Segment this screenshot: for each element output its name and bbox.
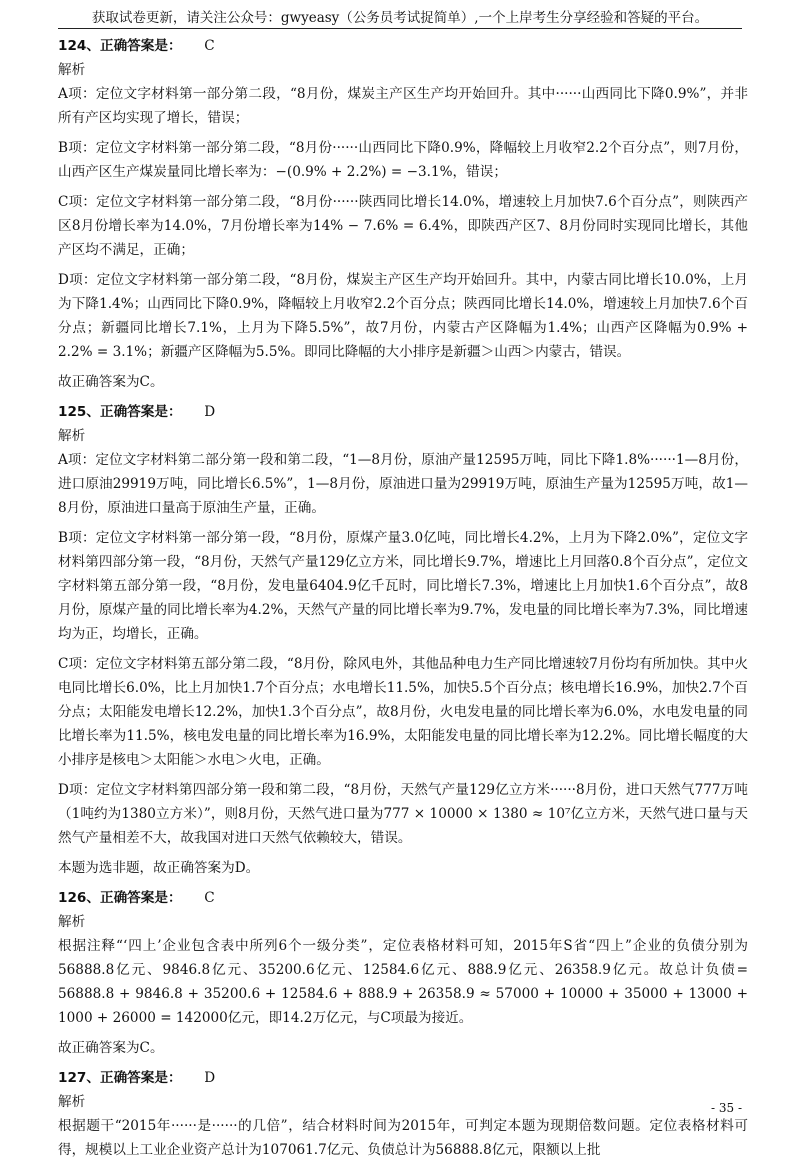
correct-answer: D [204,1070,216,1086]
question-number-label: 126、正确答案是： [58,890,182,906]
analysis-conclusion: 故正确答案为C。 [58,374,164,390]
analysis-paragraph: C项：定位文字材料第一部分第二段，“8月份······陕西同比增长14.0%，增速较上月加快7.6个百分点”，则陕西产区8月份增长率为14.0%，7月份增长率为14% − 7.6% = 6.4%，即陕西产区7、8月份同时实现同比增长，其他产区均不满足，正确； [58,194,748,258]
question-title [58,400,748,424]
header-notice: 获取试卷更新，请关注公众号：gwyeasy（公务员考试捉简单）,一个上岸考生分享经验和答疑的平台。 [91,10,709,26]
question-number-label: 124、正确答案是： [58,38,182,54]
analysis-paragraph: A项：定位文字材料第一部分第二段，“8月份，煤炭主产区生产均开始回升。其中······山西同比下降0.9%”，并非所有产区均实现了增长，错误； [58,86,748,126]
question-block [58,34,748,394]
question-title [58,34,748,58]
question-title [58,886,748,910]
question-number-label: 125、正确答案是： [58,404,182,420]
page-content [58,34,748,1168]
analysis-conclusion: 本题为选非题，故正确答案为D。 [58,860,260,876]
page-number: - 35 - [710,1101,742,1115]
analysis-label: 解析 [58,1094,86,1110]
analysis-label: 解析 [58,914,86,930]
analysis-paragraph: 根据题干“2015年······是······的几倍”，结合材料时间为2015年，可判定本题为现期倍数问题。定位表格材料可得，规模以上工业企业资产总计为107061.7亿元、负债总计为56888.8亿元，限额以上批 [58,1118,748,1158]
question-title [58,1066,748,1090]
analysis-conclusion: 故正确答案为C。 [58,1040,164,1056]
correct-answer: C [204,890,215,906]
question-block [58,400,748,880]
question-block [58,886,748,1060]
header-divider [58,28,742,29]
analysis-paragraph: B项：定位文字材料第一部分第一段，“8月份，原煤产量3.0亿吨，同比增长4.2%，上月为下降2.0%”，定位文字材料第四部分第一段，“8月份，天然气产量129亿立方米，同比增长9.7%，增速比上月回落0.8个百分点”，定位文字材料第五部分第一段，“8月份，发电量6404.9亿千瓦时，同比增长7.3%，增速比上月加快1.6个百分点”，故8月份，原煤产量的同比增长率为4.2%，天然气产量的同比增长率为9.7%，发电量的同比增长率为7.3%，同比增速均为正，均增长，正确。 [58,530,748,642]
analysis-label: 解析 [58,62,86,78]
correct-answer: C [204,38,215,54]
analysis-label: 解析 [58,428,86,444]
analysis-paragraph: 根据注释“‘四上’企业包含表中所列6个一级分类”，定位表格材料可知，2015年S省“四上”企业的负债分别为56888.8亿元、9846.8亿元、35200.6亿元、12584.6亿元、888.9亿元、26358.9亿元。故总计负债= 56888.8 + 9846.8 + 35200.6 + 12584.6 + 888.9 + 26358.9 ≈ 57000 + 10000 + 35000 + 13000 + 1000 + 26000 = 142000亿元，即14.2万亿元，与C项最为接近。 [58,938,748,1026]
analysis-paragraph: D项：定位文字材料第一部分第二段，“8月份，煤炭主产区生产均开始回升。其中，内蒙古同比增长10.0%，上月为下降1.4%；山西同比下降0.9%，降幅较上月收窄2.2个百分点；陕西同比增长14.0%，增速较上月加快7.6个百分点；新疆同比增长7.1%，上月为下降5.5%”，故7月份，内蒙古产区降幅为1.4%；山西产区降幅为0.9% + 2.2% = 3.1%；新疆产区降幅为5.5%。即同比降幅的大小排序是新疆＞山西＞内蒙古，错误。 [58,272,748,360]
analysis-paragraph: A项：定位文字材料第二部分第一段和第二段，“1—8月份，原油产量12595万吨，同比下降1.8%······1—8月份，进口原油29919万吨，同比增长6.5%”，1—8月份，原油进口量为29919万吨，原油生产量为12595万吨，故1—8月份，原油进口量高于原油生产量，正确。 [58,452,748,516]
question-block [58,1066,748,1162]
analysis-paragraph: C项：定位文字材料第五部分第二段，“8月份，除风电外，其他品种电力生产同比增速较7月份均有所加快。其中火电同比增长6.0%，比上月加快1.7个百分点；水电增长11.5%，加快5.5个百分点；核电增长16.9%，加快2.7个百分点；太阳能发电增长12.2%，加快1.3个百分点”，故8月份，火电发电量的同比增长率为6.0%，水电发电量的同比增长率为11.5%，核电发电量的同比增长率为16.9%，太阳能发电量的同比增长率为12.2%。同比增长幅度的大小排序是核电＞太阳能＞水电＞火电，正确。 [58,656,748,768]
question-number-label: 127、正确答案是： [58,1070,182,1086]
analysis-paragraph: B项：定位文字材料第一部分第二段，“8月份······山西同比下降0.9%，降幅较上月收窄2.2个百分点”，则7月份，山西产区生产煤炭量同比增长率为：−(0.9% + 2.2%) = −3.1%，错误； [58,140,748,180]
correct-answer: D [204,404,216,420]
analysis-paragraph: D项：定位文字材料第四部分第一段和第二段，“8月份，天然气产量129亿立方米······8月份，进口天然气777万吨（1吨约为1380立方米）”，则8月份，天然气进口量为777 × 10000 × 1380 ≈ 10⁷亿立方米，天然气进口量与天然气产量相差不大，故我国对进口天然气依赖较大，错误。 [58,782,748,846]
